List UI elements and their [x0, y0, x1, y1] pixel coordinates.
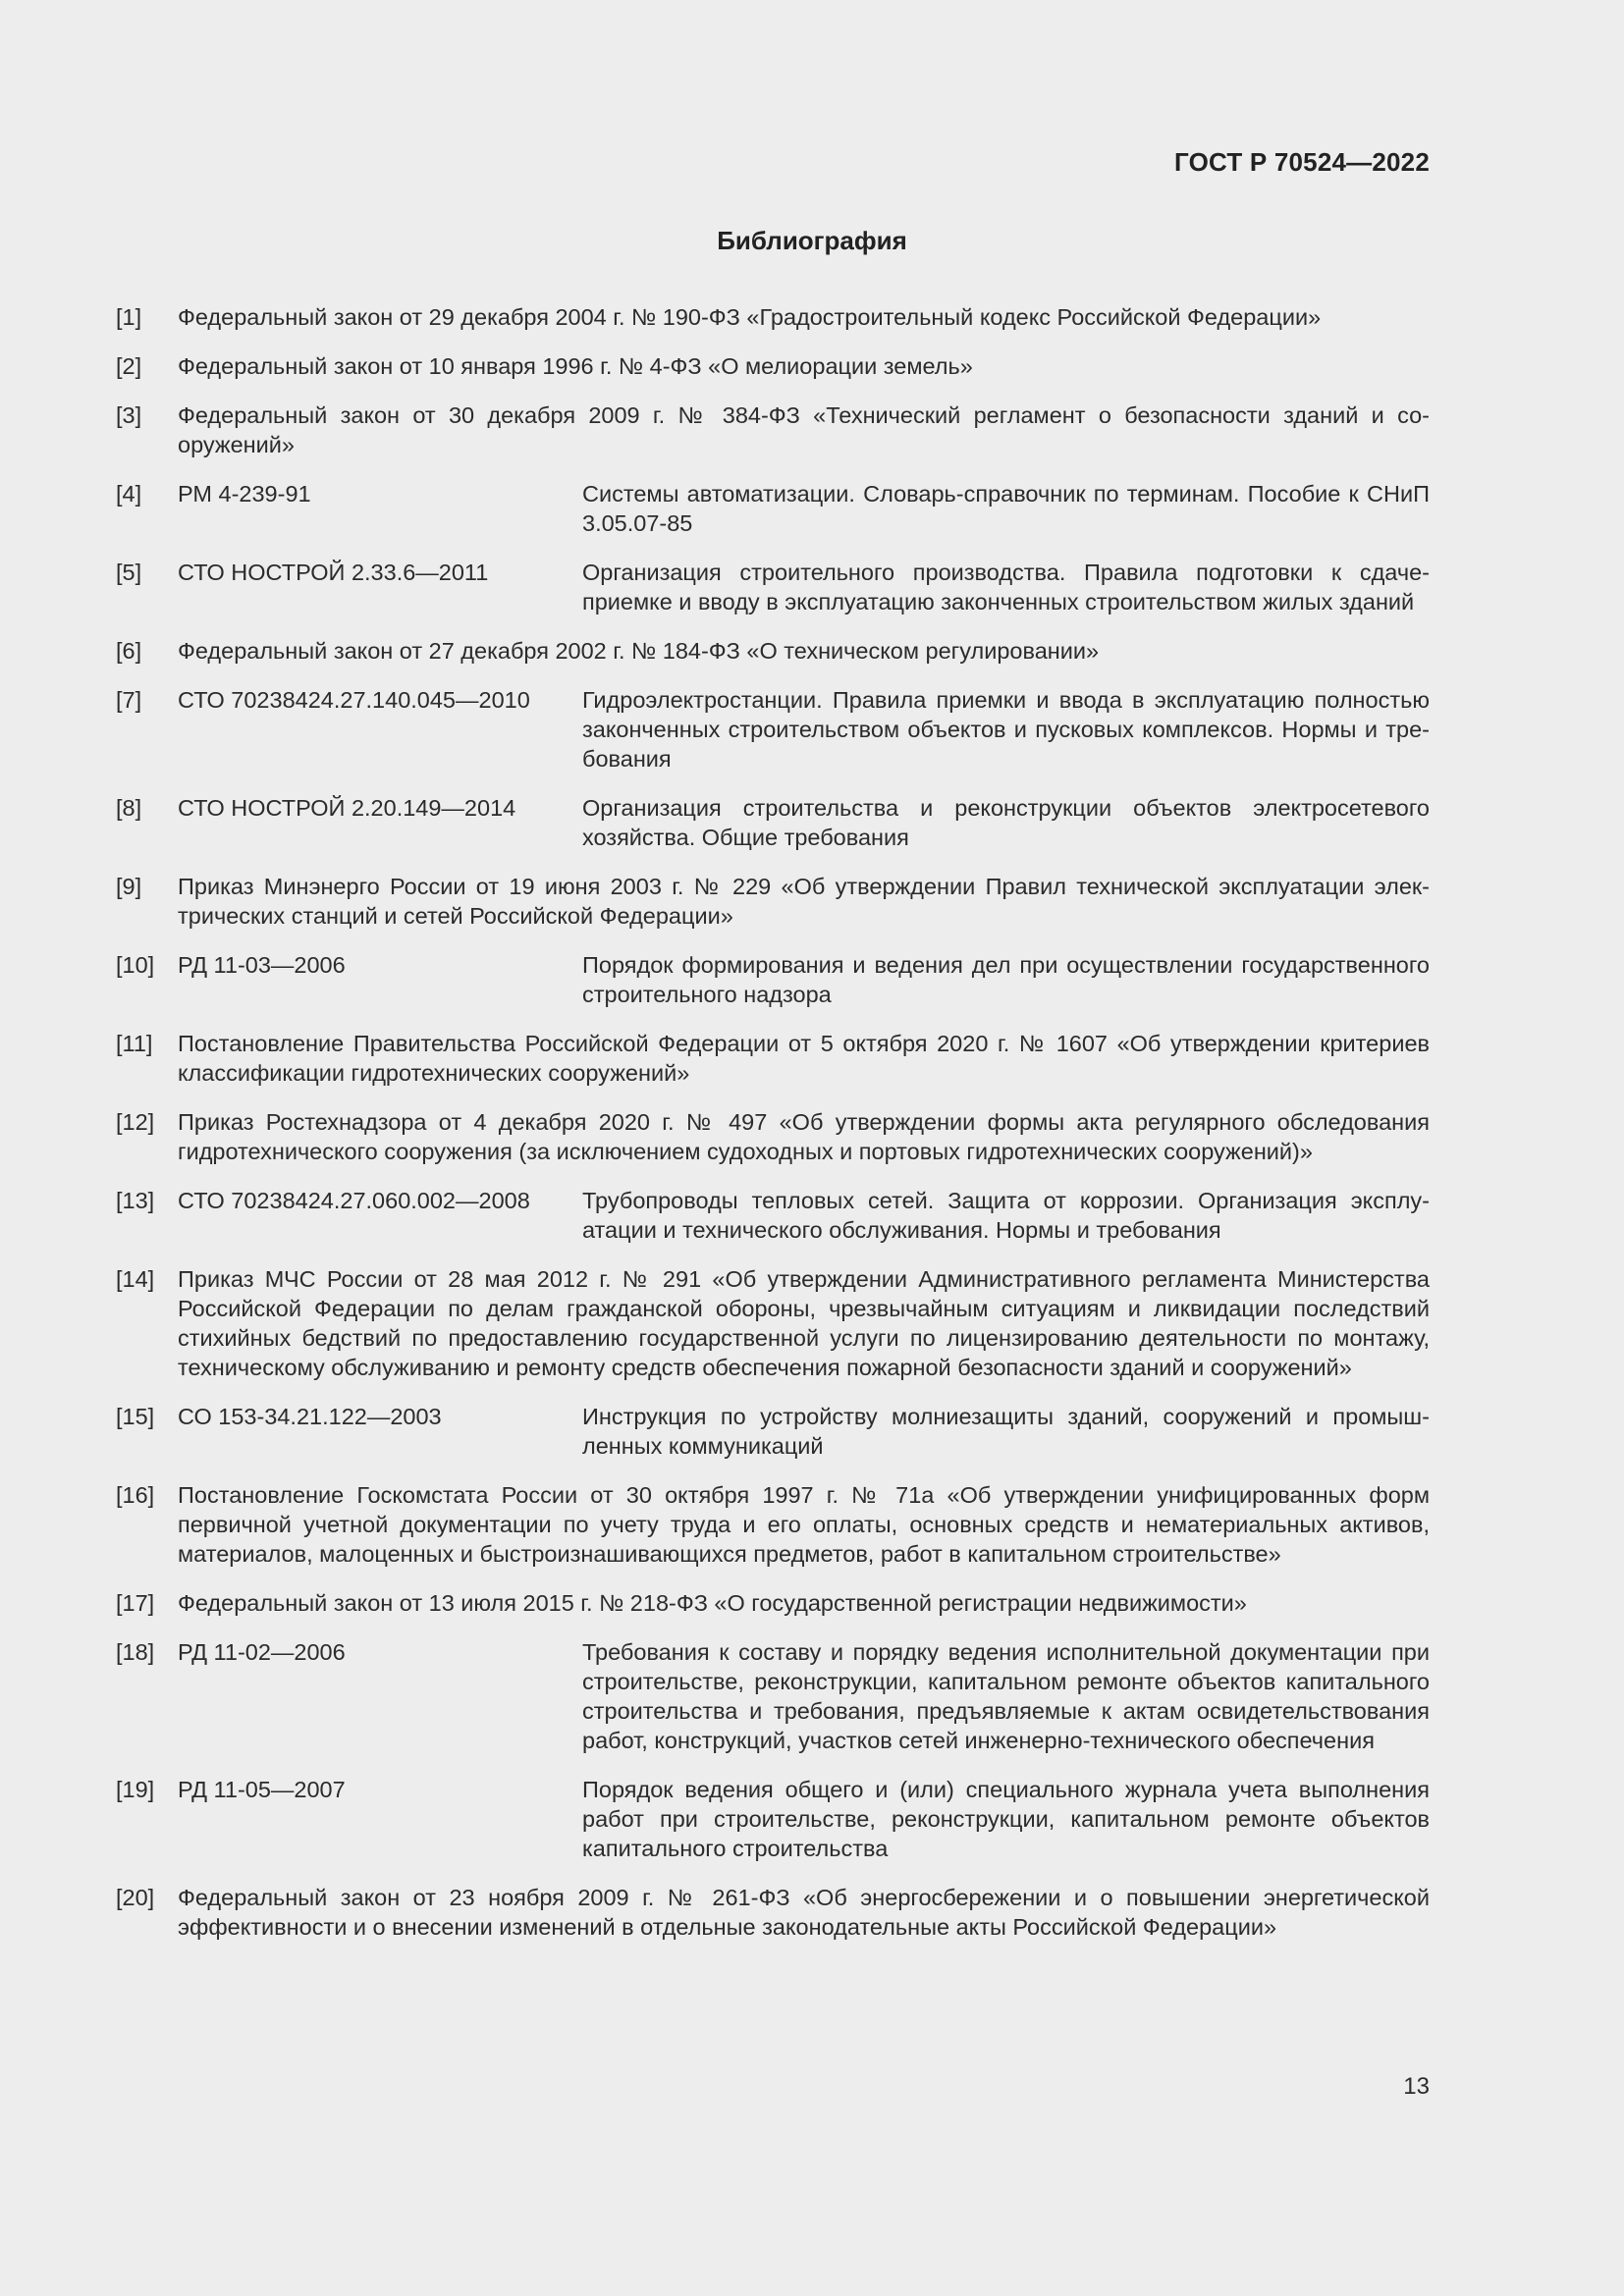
- bib-entry: [116, 1402, 1430, 1461]
- bib-entry: [116, 1264, 1430, 1382]
- entry-description: Организация строительного производства. Правила подготовки к сдаче-приемке и вводу в эксплуатацию законченных строительством жилых зданий: [582, 560, 1430, 614]
- entry-text: Федеральный закон от 23 ноября 2009 г. № 261-ФЗ «Об энергосбережении и о повышении энергетической эффективности и о внесении изменений в отдельные законодательные акты Российской Федерации»: [178, 1885, 1430, 1940]
- entry-number: [14]: [116, 1266, 155, 1292]
- page-number: 13: [1403, 2073, 1430, 2100]
- bib-entry: [116, 1107, 1430, 1166]
- entry-number: [10]: [116, 952, 155, 978]
- entry-text: Федеральный закон от 30 декабря 2009 г. № 384-ФЗ «Технический регламент о безопасности зданий и сооружений»: [178, 402, 1430, 457]
- entry-description: Трубопроводы тепловых сетей. Защита от коррозии. Организация эксплуатации и технического обслуживания. Нормы и требования: [582, 1188, 1430, 1243]
- bib-entry: [116, 950, 1430, 1009]
- entry-number: [12]: [116, 1109, 155, 1135]
- entry-description: Организация строительства и реконструкции объектов электросетевого хозяйства. Общие требования: [582, 795, 1430, 850]
- entry-description: Гидроэлектростанции. Правила приемки и ввода в эксплуатацию полностью законченных строительством объектов и пусковых комплексов. Нормы и требования: [582, 687, 1430, 772]
- entry-description: Требования к составу и порядку ведения исполнительной документации при строительстве, реконструкции, капитальном ремонте объектов капитального строительства и требования, предъявляемые к актам освидетельствования работ, конструкций, участков сетей инженерно-технического обеспечения: [582, 1639, 1430, 1753]
- entry-number: [17]: [116, 1590, 155, 1616]
- entry-number: [9]: [116, 874, 142, 899]
- document-code: ГОСТ Р 70524—2022: [1174, 147, 1430, 177]
- entry-number: [4]: [116, 481, 142, 507]
- entry-number: [11]: [116, 1031, 153, 1056]
- entry-number: [18]: [116, 1639, 155, 1665]
- bib-entry: [116, 1775, 1430, 1863]
- bib-entry: [116, 636, 1430, 666]
- entry-description: Системы автоматизации. Словарь-справочник по терминам. Пособие к СНиП 3.05.07-85: [582, 481, 1430, 536]
- bib-entry: [116, 1029, 1430, 1088]
- entry-number: [7]: [116, 687, 142, 713]
- entry-code: РД 11-02—2006: [178, 1639, 346, 1665]
- bib-entry: [116, 351, 1430, 381]
- entry-number: [20]: [116, 1885, 155, 1910]
- entry-number: [13]: [116, 1188, 155, 1213]
- entry-number: [8]: [116, 795, 142, 821]
- entry-code: РД 11-03—2006: [178, 952, 346, 978]
- entry-code: СТО НОСТРОЙ 2.33.6—2011: [178, 560, 489, 585]
- entry-number: [16]: [116, 1482, 155, 1508]
- bib-entry: [116, 1480, 1430, 1569]
- bib-entry: [116, 685, 1430, 774]
- entry-text: Приказ Ростехнадзора от 4 декабря 2020 г. № 497 «Об утверждении формы акта регулярного обследования гидротехнического сооружения (за исключением судоходных и портовых гидротехнических сооружений)»: [178, 1109, 1430, 1164]
- entry-number: [1]: [116, 304, 142, 330]
- bib-entry: [116, 479, 1430, 538]
- entry-number: [3]: [116, 402, 142, 428]
- entry-code: СТО НОСТРОЙ 2.20.149—2014: [178, 795, 516, 821]
- entry-code: РМ 4-239-91: [178, 481, 311, 507]
- entry-code: СТО 70238424.27.060.002—2008: [178, 1188, 530, 1213]
- entry-text: Федеральный закон от 27 декабря 2002 г. № 184-ФЗ «О техническом регулировании»: [178, 638, 1100, 664]
- entry-description: Инструкция по устройству молниезащиты зданий, сооружений и промышленных коммуникаций: [582, 1404, 1430, 1459]
- entry-number: [2]: [116, 353, 142, 379]
- entry-number: [15]: [116, 1404, 155, 1429]
- entry-text: Федеральный закон от 13 июля 2015 г. № 218-ФЗ «О государственной регистрации недвижимости»: [178, 1590, 1247, 1616]
- bib-entry: [116, 1883, 1430, 1942]
- bib-entry: [116, 1588, 1430, 1618]
- bib-entry: [116, 302, 1430, 332]
- page-title: Библиография: [717, 226, 907, 255]
- bib-entry: [116, 1637, 1430, 1755]
- bib-entry: [116, 872, 1430, 931]
- entry-number: [6]: [116, 638, 142, 664]
- entry-text: Приказ МЧС России от 28 мая 2012 г. № 291 «Об утверждении Административного регламента Министерства Российской Федерации по делам гражданской обороны, чрезвычайным ситуациям и ликвидации последствий стихийных бедствий по предоставлению государственной услуги по лицензированию деятельности по монтажу, техническому обслуживанию и ремонту средств обеспечения пожарной безопасности зданий и сооружений»: [178, 1266, 1430, 1380]
- bib-entry: [116, 400, 1430, 459]
- entry-code: РД 11-05—2007: [178, 1777, 346, 1802]
- entry-description: Порядок ведения общего и (или) специального журнала учета выполнения работ при строительстве, реконструкции, капитальном ремонте объектов капитального строительства: [582, 1777, 1430, 1861]
- entry-text: Постановление Госкомстата России от 30 октября 1997 г. № 71а «Об утверждении унифицированных форм первичной учетной документации по учету труда и его оплаты, основных средств и нематериальных активов, материалов, малоценных и быстроизнашивающихся предметов, работ в капитальном строительстве»: [178, 1482, 1430, 1567]
- entry-number: [5]: [116, 560, 142, 585]
- entry-text: Постановление Правительства Российской Федерации от 5 октября 2020 г. № 1607 «Об утверждении критериев классификации гидротехнических сооружений»: [178, 1031, 1430, 1086]
- entry-number: [19]: [116, 1777, 155, 1802]
- entry-text: Федеральный закон от 10 января 1996 г. № 4-ФЗ «О мелиорации земель»: [178, 353, 973, 379]
- bib-entry: [116, 1186, 1430, 1245]
- entry-text: Федеральный закон от 29 декабря 2004 г. № 190-ФЗ «Градостроительный кодекс Российской Федерации»: [178, 304, 1322, 330]
- bib-entry: [116, 558, 1430, 616]
- entry-code: СТО 70238424.27.140.045—2010: [178, 687, 530, 713]
- entry-description: Порядок формирования и ведения дел при осуществлении государственного строительного надзора: [582, 952, 1430, 1007]
- entry-text: Приказ Минэнерго России от 19 июня 2003 г. № 229 «Об утверждении Правил технической эксплуатации электрических станций и сетей Российской Федерации»: [178, 874, 1430, 929]
- entry-code: СО 153-34.21.122—2003: [178, 1404, 442, 1429]
- bibliography-list: [116, 302, 1430, 1961]
- bib-entry: [116, 793, 1430, 852]
